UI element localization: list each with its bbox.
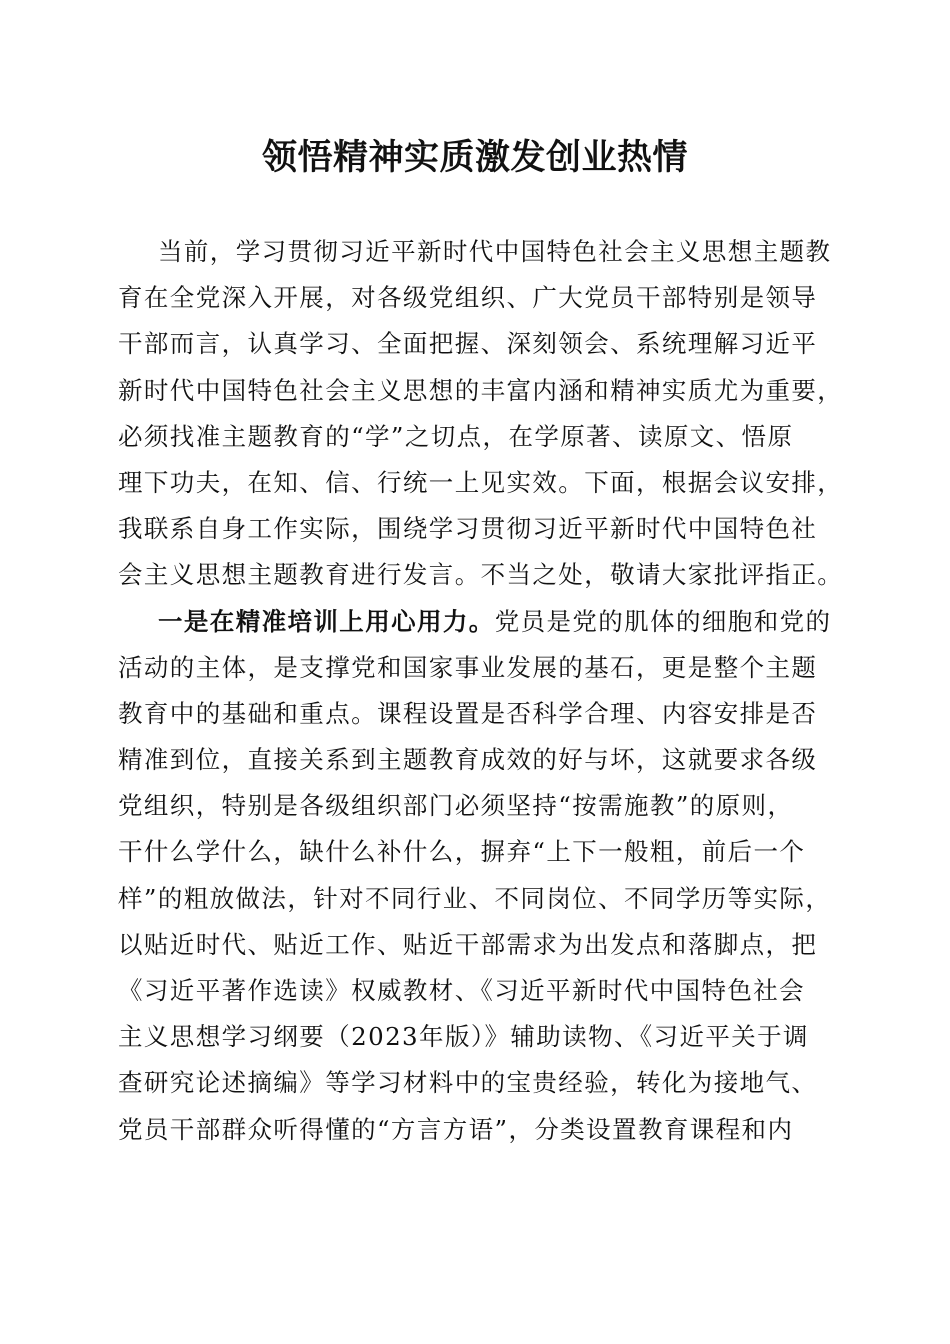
text-line: 会主义思想主题教育进行发言。不当之处，敬请大家批评指正。: [118, 560, 844, 590]
text-line: 党组织，特别是各级组织部门必须坚持“按需施教”的原则，: [118, 791, 794, 821]
text-line: 样”的粗放做法，针对不同行业、不同岗位、不同学历等实际，: [118, 883, 832, 913]
paragraph-lead-heading: 一是在精准培训上用心用力。: [158, 606, 495, 636]
text-line: 必须找准主题教育的“学”之切点，在学原著、读原文、悟原: [118, 421, 794, 451]
text-line: 干什么学什么，缺什么补什么，摒弃“上下一般粗，前后一个: [118, 837, 806, 867]
text-line: 理下功夫，在知、信、行统一上见实效。下面，根据会议安排，: [118, 467, 844, 497]
text-line: 精准到位，直接关系到主题教育成效的好与坏，这就要求各级: [118, 745, 818, 775]
text-line: 教育中的基础和重点。课程设置是否科学合理、内容安排是否: [118, 698, 818, 728]
text-line: 党员干部群众听得懂的“方言方语”，分类设置教育课程和内: [118, 1114, 794, 1144]
text-line: 新时代中国特色社会主义思想的丰富内涵和精神实质尤为重要，: [118, 375, 844, 405]
text-line: 活动的主体，是支撑党和国家事业发展的基石，更是整个主题: [118, 652, 818, 682]
text-line: 育在全党深入开展，对各级党组织、广大党员干部特别是领导: [118, 283, 818, 313]
paragraph-point-one: [118, 599, 838, 1153]
text-line: 以贴近时代、贴近工作、贴近干部需求为出发点和落脚点，把: [118, 929, 818, 959]
document-body: [118, 229, 844, 1153]
text-line: 干部而言，认真学习、全面把握、深刻领会、系统理解习近平: [118, 329, 818, 359]
text-line: [118, 599, 838, 645]
text-line: 主义思想学习纲要（2023年版）》辅助读物、《习近平关于调: [118, 1022, 809, 1052]
text-line: 查研究论述摘编》等学习材料中的宝贵经验，转化为接地气、: [118, 1068, 818, 1098]
text-line: 当前，学习贯彻习近平新时代中国特色社会主义思想主题教: [158, 237, 832, 266]
paragraph-intro: [118, 229, 844, 599]
text-line: 我联系自身工作实际，围绕学习贯彻习近平新时代中国特色社: [118, 514, 818, 544]
document-title: 领悟精神实质激发创业热情: [261, 137, 688, 178]
text-line-rest: 党员是党的肌体的细胞和党的: [494, 606, 832, 636]
text-line: 《习近平著作选读》权威教材、《习近平新时代中国特色社会: [118, 976, 806, 1005]
